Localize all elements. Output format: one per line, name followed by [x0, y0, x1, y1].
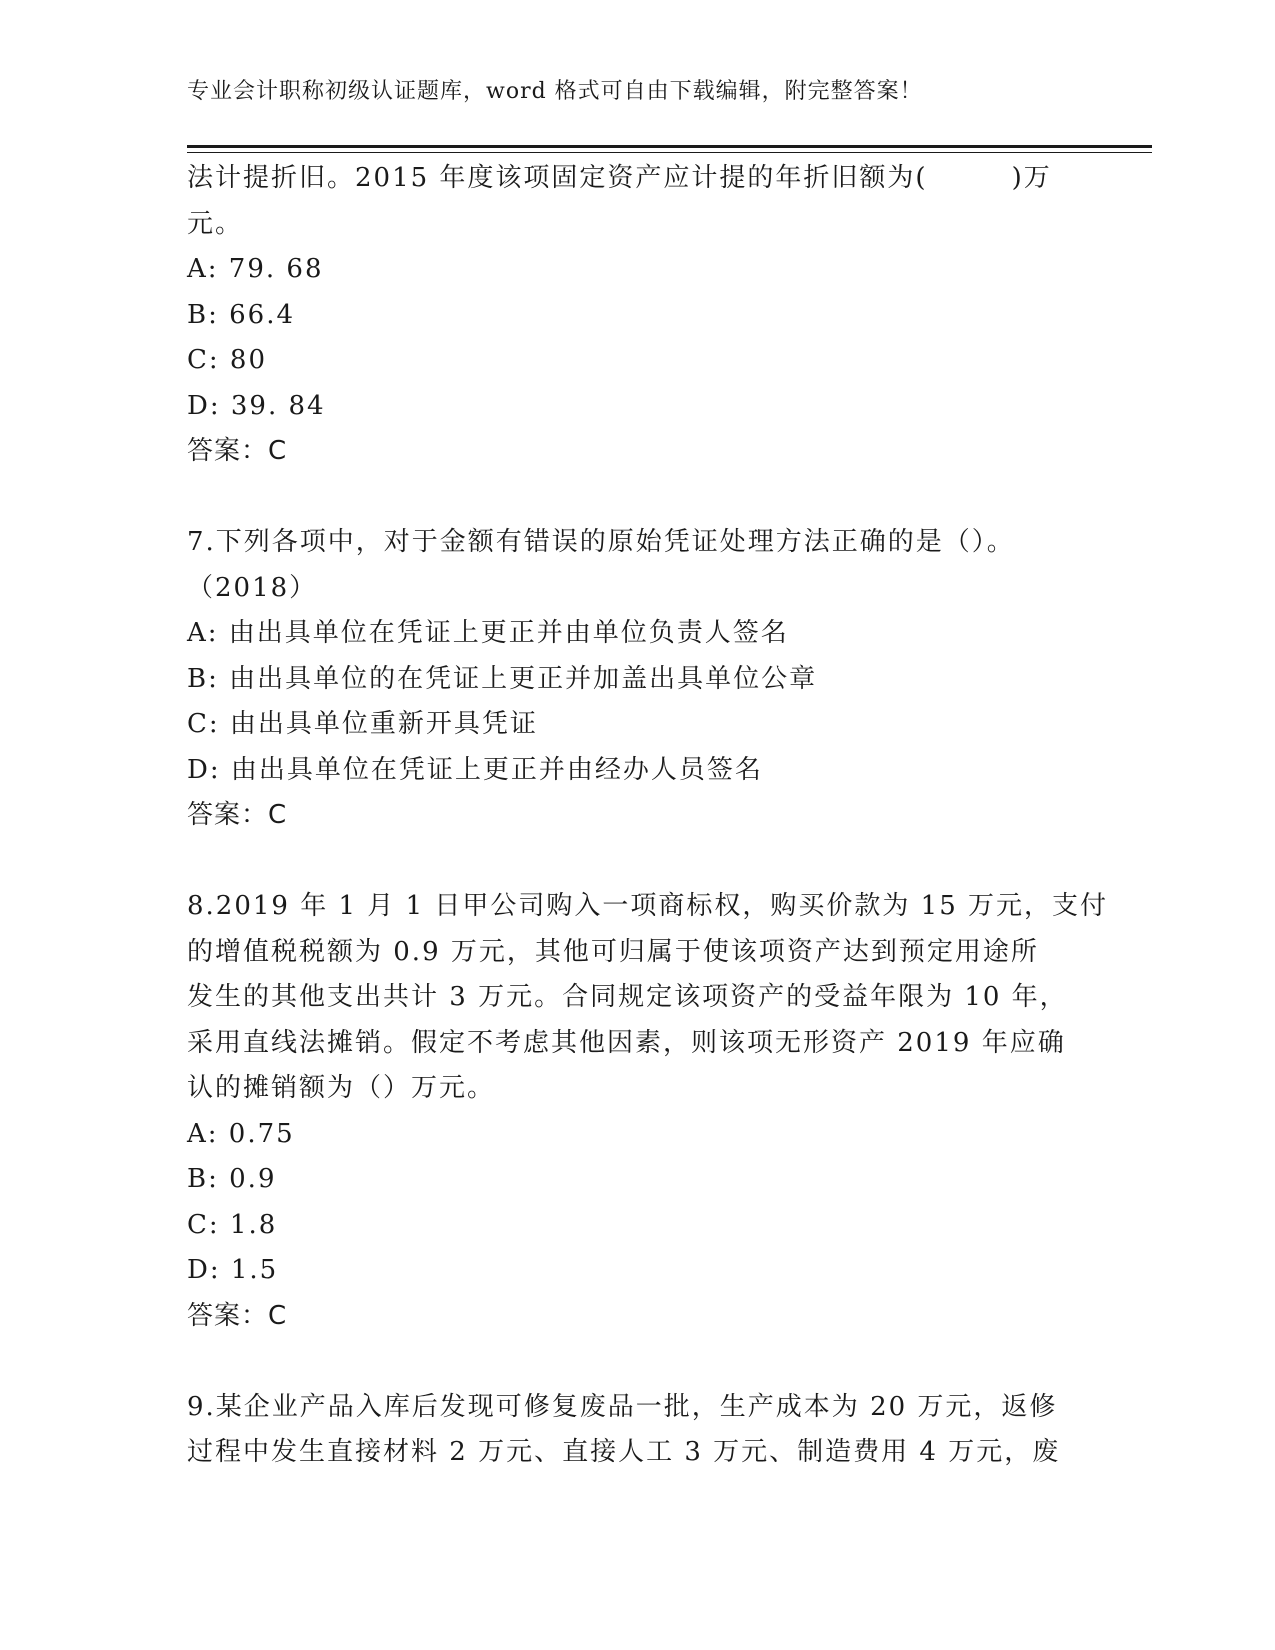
- answer: 答案：C: [187, 436, 288, 466]
- option-c: C: 由出具单位重新开具凭证: [187, 709, 538, 739]
- question-stem-line: 9.某企业产品入库后发现可修复废品一批，生产成本为 20 万元，返修: [187, 1391, 1058, 1422]
- spacer: [187, 475, 1087, 521]
- question-stem-line: 法计提折旧。2015 年度该项固定资产应计提的年折旧额为( )万: [187, 163, 1052, 193]
- option-a: A: 79. 68: [187, 254, 324, 284]
- header-rule-thick: [187, 145, 1152, 148]
- answer: 答案：C: [187, 800, 288, 830]
- question-7: [187, 520, 1087, 839]
- spacer: [187, 839, 1087, 885]
- question-stem-line: 的增值税税额为 0.9 万元，其他可归属于使该项资产达到预定用途所: [187, 936, 1039, 967]
- question-stem-line: （2018）: [187, 572, 318, 603]
- option-d: D: 由出具单位在凭证上更正并由经办人员签名: [187, 754, 763, 785]
- page-header: 专业会计职称初级认证题库，word 格式可自由下载编辑，附完整答案！: [187, 79, 923, 104]
- question-9: [187, 1385, 1087, 1476]
- header-rule-thin: [187, 152, 1152, 153]
- question-stem-line: 8.2019 年 1 月 1 日甲公司购入一项商标权，购买价款为 15 万元，支付: [187, 891, 1108, 921]
- question-8: [187, 884, 1108, 1339]
- option-c: C: 80: [187, 345, 268, 375]
- question-stem-line: 采用直线法摊销。假定不考虑其他因素，则该项无形资产 2019 年应确: [187, 1027, 1066, 1058]
- option-b: B: 由出具单位的在凭证上更正并加盖出具单位公章: [187, 663, 818, 694]
- question-stem-line: 元。: [187, 208, 244, 239]
- spacer: [187, 1339, 1087, 1385]
- option-d: D: 1.5: [187, 1255, 279, 1285]
- option-d: D: 39. 84: [187, 390, 326, 421]
- option-c: C: 1.8: [187, 1209, 278, 1240]
- question-6: [187, 156, 1087, 475]
- option-a: A: 由出具单位在凭证上更正并由单位负责人签名: [187, 618, 789, 648]
- option-b: B: 0.9: [187, 1164, 277, 1194]
- option-b: B: 66.4: [187, 299, 296, 330]
- question-stem-line: 认的摊销额为（）万元。: [187, 1073, 496, 1103]
- question-stem-line: 7.下列各项中，对于金额有错误的原始凭证处理方法正确的是（）。: [187, 527, 1015, 557]
- option-a: A: 0.75: [187, 1118, 295, 1149]
- answer: 答案：C: [187, 1300, 288, 1331]
- document-body: [187, 156, 1108, 1476]
- question-stem-line: 发生的其他支出共计 3 万元。合同规定该项资产的受益年限为 10 年，: [187, 982, 1068, 1012]
- question-stem-line: 过程中发生直接材料 2 万元、直接人工 3 万元、制造费用 4 万元，废: [187, 1437, 1061, 1467]
